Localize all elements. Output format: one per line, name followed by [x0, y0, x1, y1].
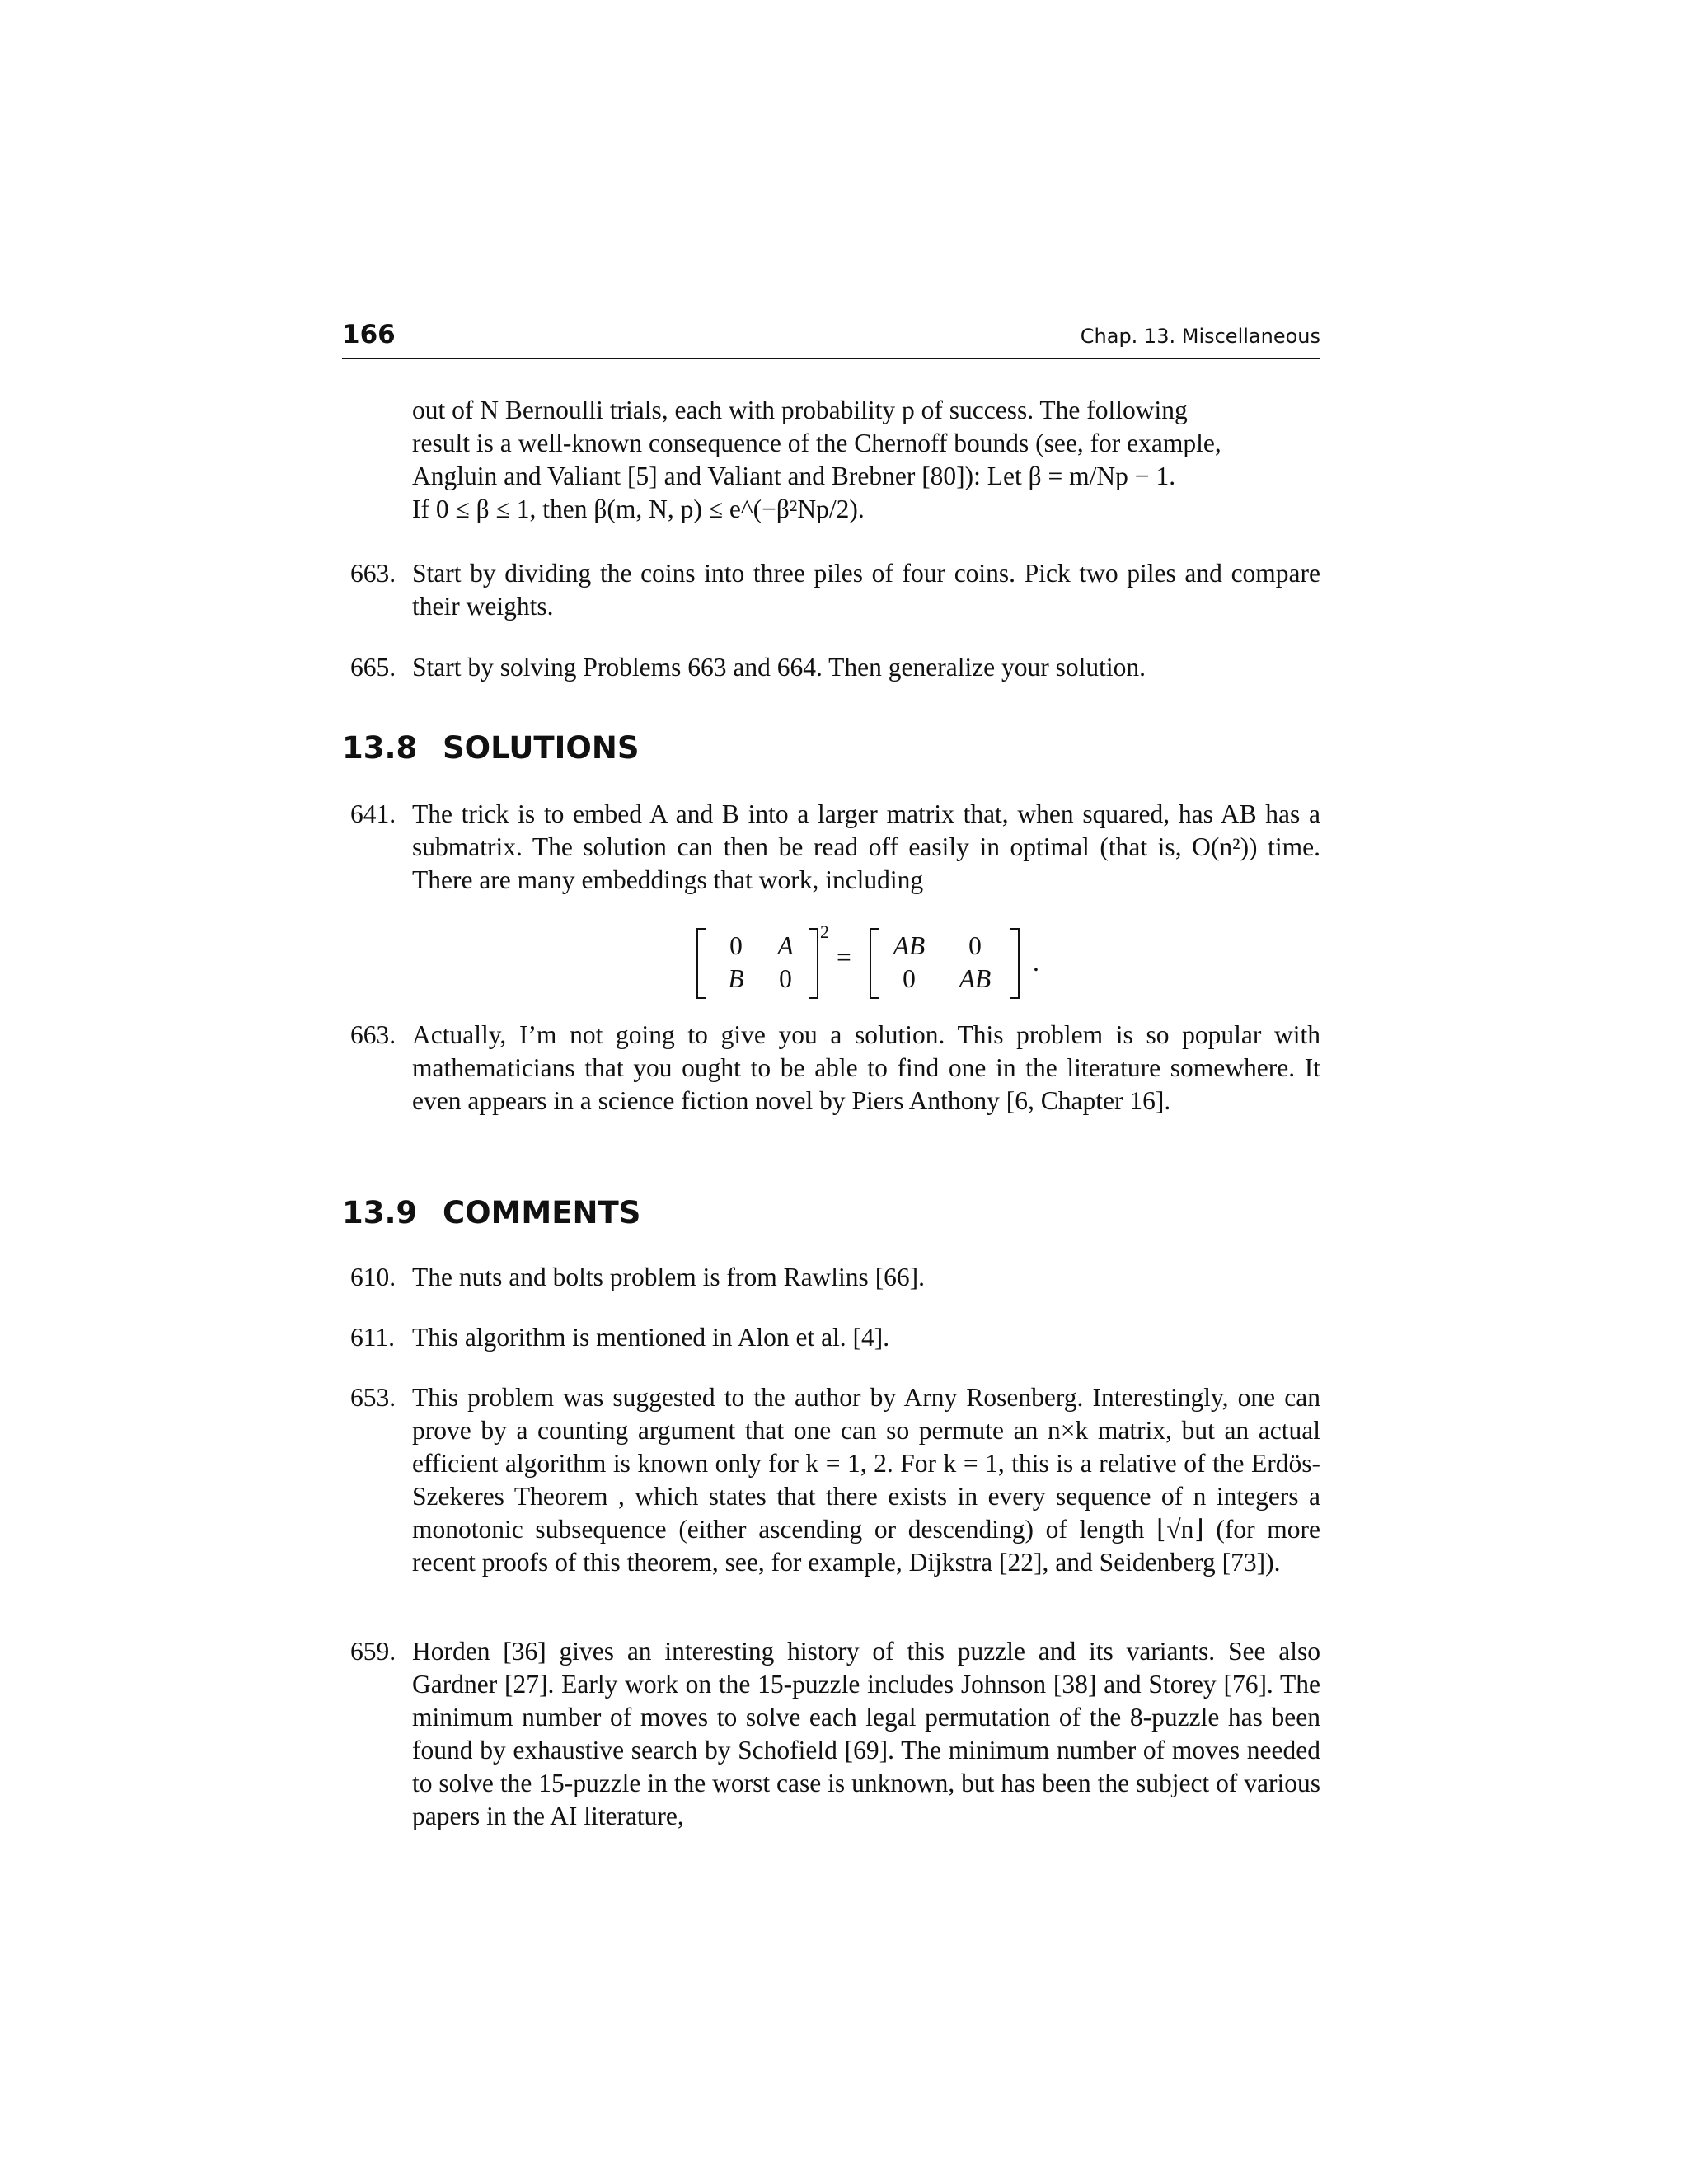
- comment-text: This problem was suggested to the author by Arny Rosenberg. Interestingly, one can prove by a counting argument that one can so permute an n×k matrix, but an actual efficient algorithm is known only for k = 1, 2. For k = 1, this is a relative of the Erdös-Szekeres Theorem , which states that there exists in every sequence of n integers a monotonic subsequence (either ascending or descending) of length ⌊√n⌋ (for more recent proofs of this theorem, see, for example, Dijkstra [22], and Seidenberg [73]).: [412, 1383, 1320, 1577]
- hint-number: 665.: [350, 653, 396, 682]
- comment-text: This algorithm is mentioned in Alon et al. [4].: [412, 1323, 890, 1352]
- left-bracket: [696, 928, 706, 999]
- hint-text: Start by solving Problems 663 and 664. Then generalize your solution.: [412, 653, 1146, 682]
- solution-number: 641.: [350, 799, 396, 828]
- matrix-cell: 0: [903, 964, 916, 993]
- hint-item: [350, 557, 1320, 623]
- hint-number: 663.: [350, 559, 396, 588]
- intro-line-2: result is a well-known consequence of the Chernoff bounds (see, for example,: [412, 429, 1221, 457]
- matrix-cell: B: [728, 964, 744, 993]
- running-head: Chap. 13. Miscellaneous: [1080, 325, 1320, 348]
- comment-number: 611.: [350, 1323, 395, 1352]
- comment-number: 653.: [350, 1383, 396, 1412]
- section-heading-solutions: [342, 730, 639, 766]
- intro-line-4: If 0 ≤ β ≤ 1, then β(m, N, p) ≤ e^(−β²Np/2).: [412, 494, 865, 523]
- period: .: [1033, 948, 1039, 977]
- solution-text: The trick is to embed A and B into a larger matrix that, when squared, has AB has a submatrix. The solution can then be read off easily in optimal (that is, O(n²)) time. There are many embeddings that work, including: [412, 799, 1320, 894]
- section-title: COMMENTS: [443, 1195, 641, 1230]
- right-bracket: [1010, 928, 1020, 999]
- section-heading-comments: [342, 1195, 640, 1230]
- intro-line-1: out of N Bernoulli trials, each with probability p of success. The following: [412, 396, 1188, 424]
- solution-text: Actually, I’m not going to give you a solution. This problem is so popular with mathematicians that you ought to be able to find one in the literature somewhere. It even appears in a science fiction novel by Piers Anthony [6, Chapter 16].: [412, 1020, 1320, 1115]
- comment-number: 659.: [350, 1637, 396, 1666]
- matrix-cell: AB: [959, 964, 992, 993]
- page-header: [342, 320, 1320, 359]
- matrix-cell: AB: [893, 931, 926, 960]
- page-number: 166: [342, 320, 396, 349]
- comment-text: Horden [36] gives an interesting history of this puzzle and its variants. See also Gardner [27]. Early work on the 15-puzzle includes Johnson [38] and Storey [76]. The minimum number of moves to solve each legal permutation of the 8-puzzle has been found by exhaustive search by Schofield [69]. The minimum number of moves needed to solve the 15-puzzle in the worst case is unknown, but has been the subject of various papers in the AI literature,: [412, 1637, 1320, 1830]
- matrix-equation: [688, 921, 1059, 999]
- left-bracket: [870, 928, 879, 999]
- hint-text: Start by dividing the coins into three piles of four coins. Pick two piles and compare their weights.: [412, 559, 1320, 621]
- comment-text: The nuts and bolts problem is from Rawlins [66].: [412, 1263, 926, 1291]
- solution-number: 663.: [350, 1020, 396, 1049]
- matrix-exponent: 2: [820, 921, 829, 942]
- intro-line-3: Angluin and Valiant [5] and Valiant and Brebner [80]): Let β = m/Np − 1.: [412, 462, 1176, 490]
- comment-item: [350, 1381, 1320, 1579]
- comment-item: [350, 1261, 1320, 1294]
- section-title: SOLUTIONS: [443, 730, 640, 766]
- section-number: 13.8: [342, 730, 418, 766]
- solution-item: [350, 798, 1320, 897]
- solution-item: [350, 1019, 1320, 1118]
- comment-item: [350, 1321, 1320, 1354]
- section-number: 13.9: [342, 1195, 418, 1230]
- hint-item: [350, 651, 1320, 684]
- comment-item: [350, 1635, 1320, 1833]
- equals-sign: =: [837, 943, 851, 972]
- comment-number: 610.: [350, 1263, 396, 1291]
- matrix-cell: 0: [729, 931, 743, 960]
- right-bracket: [809, 928, 818, 999]
- matrix-cell: 0: [779, 964, 792, 993]
- matrix-cell: 0: [968, 931, 982, 960]
- matrix-cell: A: [777, 931, 794, 960]
- intro-paragraph: [412, 394, 1320, 526]
